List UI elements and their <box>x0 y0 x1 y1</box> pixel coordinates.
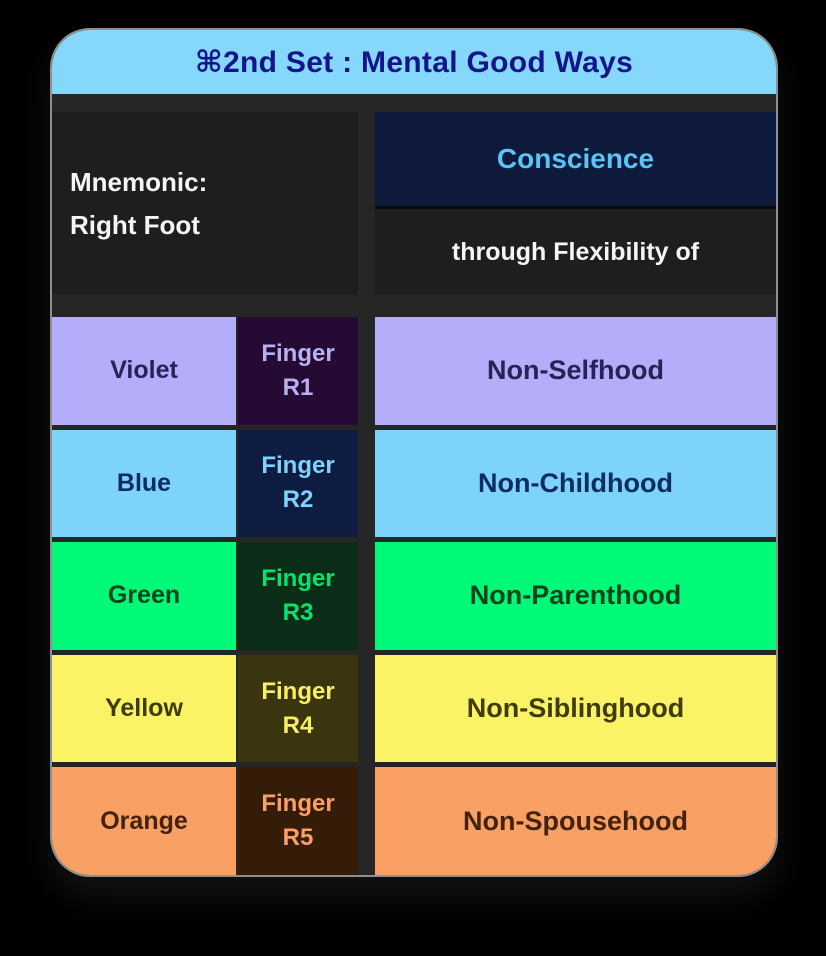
finger-word-label: Finger <box>261 564 335 592</box>
conscience-cell <box>375 112 776 209</box>
finger-cell <box>238 317 358 425</box>
value-cell <box>375 655 776 763</box>
mnemonic-cell <box>52 112 358 295</box>
value-cell <box>375 430 776 538</box>
card-header <box>52 30 776 94</box>
color-name-cell <box>52 317 236 425</box>
color-name-label: Yellow <box>105 694 183 723</box>
table-row <box>52 767 776 875</box>
finger-code-label: R2 <box>282 486 314 514</box>
value-label: Non-Spousehood <box>463 805 688 836</box>
conscience-label: Conscience <box>496 143 655 174</box>
through-flexibility-cell <box>375 209 776 295</box>
finger-cell <box>238 542 358 650</box>
finger-word-label: Finger <box>261 339 335 367</box>
finger-cell <box>238 767 358 875</box>
finger-code-label: R4 <box>282 711 314 739</box>
table-row <box>52 542 776 650</box>
finger-code-label: R3 <box>282 598 314 626</box>
color-name-cell <box>52 655 236 763</box>
color-name-label: Blue <box>116 468 172 497</box>
finger-cell <box>238 655 358 763</box>
finger-code-label: R1 <box>282 373 314 401</box>
value-label: Non-Siblinghood <box>466 693 685 724</box>
finger-code-label: R5 <box>282 824 314 852</box>
card-title: ⌘2nd Set : Mental Good Ways <box>194 45 634 79</box>
rows-container <box>52 317 776 875</box>
value-cell <box>375 542 776 650</box>
color-name-cell <box>52 430 236 538</box>
value-label: Non-Parenthood <box>469 580 682 611</box>
table-row <box>52 430 776 538</box>
color-name-label: Orange <box>100 806 188 835</box>
table-row <box>52 655 776 763</box>
value-cell <box>375 317 776 425</box>
table-row <box>52 317 776 425</box>
value-label: Non-Selfhood <box>487 355 664 386</box>
color-name-cell <box>52 542 236 650</box>
finger-word-label: Finger <box>261 790 335 818</box>
finger-word-label: Finger <box>261 677 335 705</box>
intro-section <box>52 112 776 295</box>
finger-word-label: Finger <box>261 452 335 480</box>
color-name-label: Violet <box>110 356 178 385</box>
color-name-cell <box>52 767 236 875</box>
color-name-label: Green <box>107 581 181 610</box>
intro-right-stack <box>375 112 776 295</box>
mnemonic-label: Mnemonic: <box>70 166 208 197</box>
through-flexibility-label: through Flexibility of <box>451 237 700 266</box>
value-cell <box>375 767 776 875</box>
finger-cell <box>238 430 358 538</box>
mnemonic-card <box>50 28 778 877</box>
value-label: Non-Childhood <box>478 467 673 498</box>
mnemonic-value: Right Foot <box>70 209 200 240</box>
